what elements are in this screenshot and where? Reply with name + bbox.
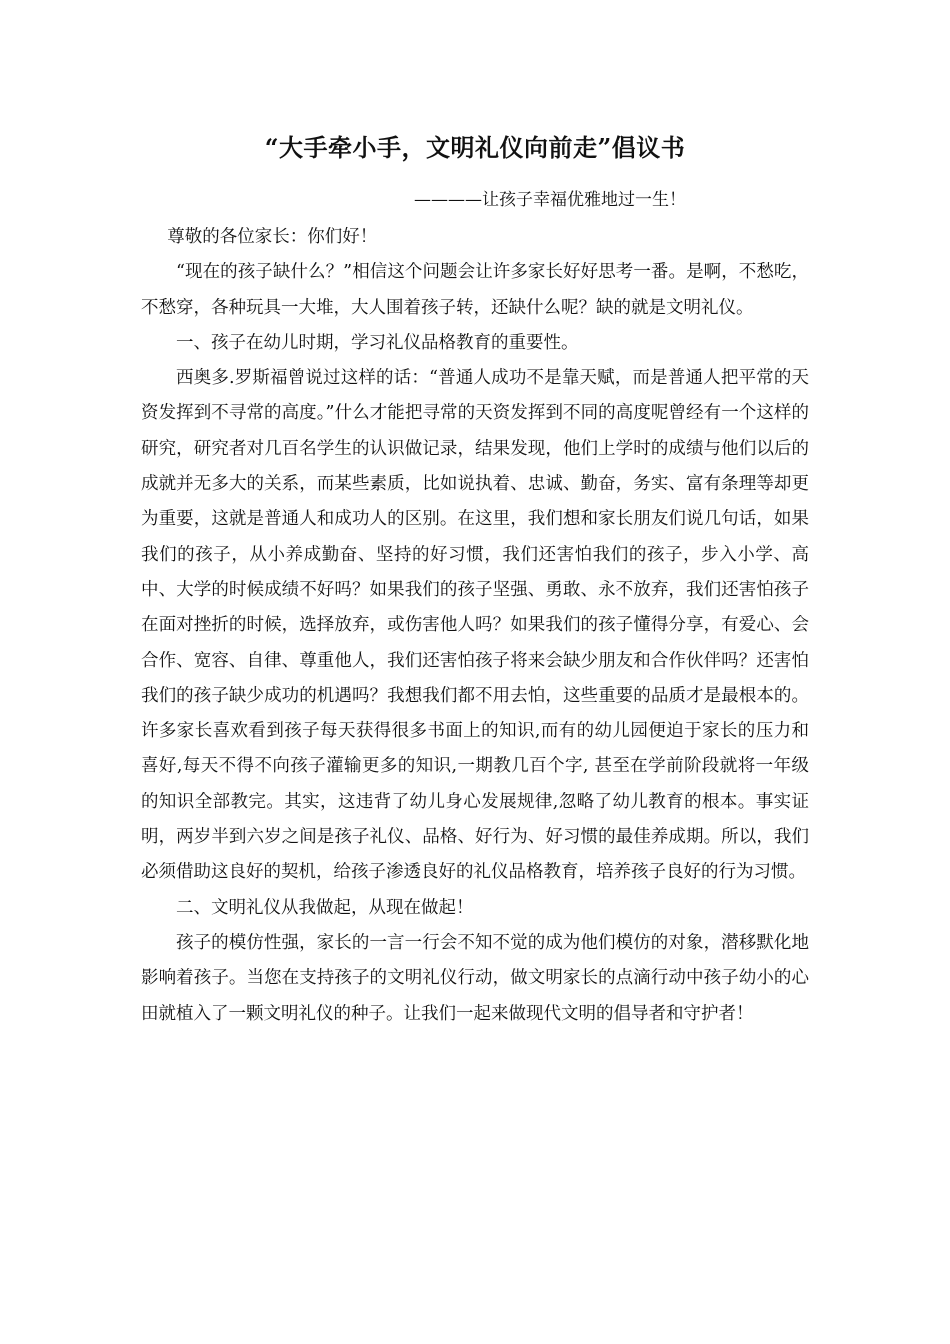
section-heading-1: 一、孩子在幼儿时期，学习礼仪品格教育的重要性。 (176, 332, 579, 353)
paragraph-intro: “现在的孩子缺什么？”相信这个问题会让许多家长好好思考一番。是啊，不愁吃，不愁穿，各种玩具一大堆，大人围着孩子转，还缺什么呢？缺的就是文明礼仪。 (141, 262, 809, 318)
salutation: 尊敬的各位家长：你们好！ (167, 227, 378, 247)
document-body (141, 220, 809, 1032)
document-title: “大手牵小手，文明礼仪向前走”倡议书 (264, 133, 686, 162)
document-subtitle: ————让孩子幸福优雅地过一生！ (414, 190, 686, 210)
paragraph-section-1: 西奥多.罗斯福曾说过这样的话：“普通人成功不是靠天赋，而是普通人把平常的天资发挥到不寻常的高度。”什么才能把寻常的天资发挥到不同的高度呢曾经有一个这样的研究，研究者对几百名学生的认识做记录，结果发现，他们上学时的成绩与他们以后的成就并无多大的关系，而某些素质，比如说执着、忠诚、勤奋，务实、富有条理等却更为重要，这就是普通人和成功人的区别。在这里，我们想和家长朋友们说几句话，如果我们的孩子，从小养成勤奋、坚持的好习惯，我们还害怕我们的孩子，步入小学、高中、大学的时候成绩不好吗？如果我们的孩子坚强、勇敢、永不放弃，我们还害怕孩子在面对挫折的时候，选择放弃，或伤害他人吗？如果我们的孩子懂得分享，有爱心、会合作、宽容、自律、尊重他人，我们还害怕孩子将来会缺少朋友和合作伙伴吗？还害怕我们的孩子缺少成功的机遇吗？我想我们都不用去怕，这些重要的品质才是最根本的。许多家长喜欢看到孩子每天获得很多书面上的知识,而有的幼儿园便迫于家长的压力和喜好,每天不得不向孩子灌输更多的知识,一期教几百个字, 甚至在学前阶段就将一年级的知识全部教完。其实，这违背了幼儿身心发展规律,忽略了幼儿教育的根本。事实证明，两岁半到六岁之间是孩子礼仪、品格、好行为、好习惯的最佳养成期。所以，我们必须借助这良好的契机，给孩子渗透良好的礼仪品格教育，培养孩子良好的行为习惯。 (141, 368, 809, 883)
paragraph-section-2: 孩子的模仿性强，家长的一言一行会不知不觉的成为他们模仿的对象，潜移默化地影响着孩子。当您在支持孩子的文明礼仪行动，做文明家长的点滴行动中孩子幼小的心田就植入了一颗文明礼仪的种子。让我们一起来做现代文明的倡导者和守护者！ (141, 932, 809, 1024)
section-heading-2: 二、文明礼仪从我做起，从现在做起！ (176, 897, 474, 918)
